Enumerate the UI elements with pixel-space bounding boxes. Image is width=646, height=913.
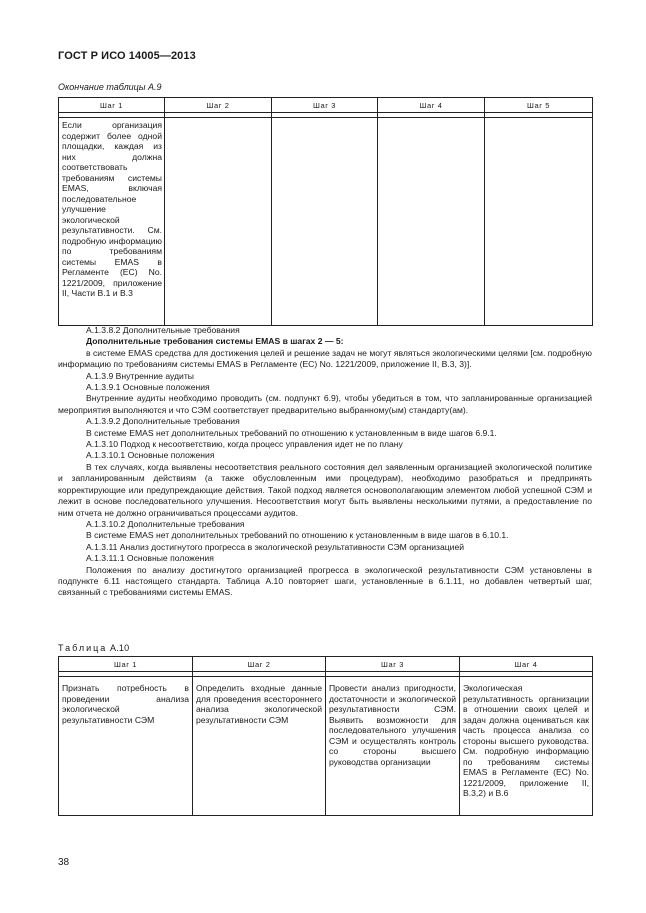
table-a9-row bbox=[59, 118, 593, 326]
body-paragraph: В системе EMAS нет дополнительных требований по отношению к установленным в виде шагов в 6.10.1. bbox=[86, 530, 509, 541]
table-a10-cell: Определить входные данные для проведения всестороннего анализа экологической результативности СЭМ bbox=[193, 677, 326, 816]
table-a10-caption bbox=[58, 643, 129, 653]
table-a10-caption-word: Таблица bbox=[58, 643, 108, 653]
table-a9-cell bbox=[378, 118, 485, 326]
table-a10-header-cell: Шаг 1 bbox=[59, 657, 193, 672]
table-a9-header-cell: Шаг 1 bbox=[59, 98, 165, 113]
table-a9-cell bbox=[485, 118, 593, 326]
body-paragraph: А.1.3.10.2 Дополнительные требования bbox=[86, 518, 245, 529]
table-a10 bbox=[58, 656, 593, 816]
table-a9-header-row bbox=[59, 98, 593, 113]
standard-header: ГОСТ Р ИСО 14005—2013 bbox=[58, 50, 196, 62]
body-paragraph: в системе EMAS средства для достижения целей и решение задач не могут являться экологическими целями [см. подробную информацию по требованиям системы EMAS в Регламенте (ЕС) No. 1221/2009, приложение II, В.3, 3)]. bbox=[58, 347, 592, 370]
table-a9-header-cell: Шаг 5 bbox=[485, 98, 593, 113]
body-paragraph: В тех случаях, когда выявлены несоответствия реального состояния дел заявленным организацией экологической политике и запланированным действиям (а также обусловленным ими процедурам), необходимо разобраться и предпринять корректирующие или предупреждающие действия. Такой подход является основополагающим элементом любой успешной СЭМ и лежит в основе последовательного улучшения. Несоответствия могут быть выявлены несколькими путями, а предоставление по ним отчета не должно ограничиваться процессами аудитов. bbox=[58, 461, 592, 518]
table-a9-header-cell: Шаг 3 bbox=[272, 98, 378, 113]
table-a9-header-cell: Шаг 2 bbox=[165, 98, 272, 113]
table-a9-caption: Окончание таблицы А.9 bbox=[58, 82, 162, 92]
table-a10-cell: Экологическая результативность организации в отношении своих целей и задач должна оцениваться как часть процесса анализа со стороны высшего руководства. См. подробную информацию по требованиям системы EMAS в Регламенте (ЕС) No. 1221/2009, приложение II, В.3,2) и В.6 bbox=[460, 677, 593, 816]
table-a10-header-cell: Шаг 2 bbox=[193, 657, 326, 672]
body-paragraph: А.1.3.10.1 Основные положения bbox=[86, 450, 215, 461]
body-paragraph: А.1.3.8.2 Дополнительные требования bbox=[86, 325, 240, 335]
table-a9-header-cell: Шаг 4 bbox=[378, 98, 485, 113]
table-a9-cell bbox=[165, 118, 272, 326]
table-a9 bbox=[58, 97, 593, 326]
body-paragraph: А.1.3.9 Внутренние аудиты bbox=[86, 370, 194, 381]
table-a10-cell: Признать потребность в проведении анализа экологической результативности СЭМ bbox=[59, 677, 193, 816]
table-a10-caption-number: А.10 bbox=[110, 643, 130, 653]
body-paragraph: Внутренние аудиты необходимо проводить (см. подпункт 6.9), чтобы убедиться в том, что запланированные организацией мероприятия выполняются и что СЭМ соответствует предварительно выбранному(ым) стандарту(ам). bbox=[58, 393, 592, 415]
body-text bbox=[58, 325, 592, 599]
body-paragraph: А.1.3.10 Подход к несоответствию, когда процесс управления идет не по плану bbox=[86, 439, 403, 450]
table-a10-row bbox=[59, 677, 593, 816]
body-paragraph: Дополнительные требования системы EMAS в шагах 2 — 5: bbox=[86, 336, 344, 347]
body-paragraph: А.1.3.9.1 Основные положения bbox=[86, 382, 210, 393]
table-a10-cell: Провести анализ пригодности, достаточности и экологической результативности СЭМ. Выявить возможности для последовательного улучшения СЭМ и осуществлять контроль со стороны высшего руководства организации bbox=[326, 677, 460, 816]
table-a10-header-cell: Шаг 3 bbox=[326, 657, 460, 672]
body-paragraph: А.1.3.11 Анализ достигнутого прогресса в экологической результативности СЭМ организацией bbox=[86, 541, 465, 552]
table-a9-cell: Если организация содержит более одной площадки, каждая из них должна соответствовать требованиям системы EMAS, включая последовательное улучшение экологической результативности. См. подробную информацию по требованиям системы EMAS в Регламенте (ЕС) No. 1221/2009, приложение II, Части В.1 и В.3 bbox=[59, 118, 165, 326]
table-a10-header-row bbox=[59, 657, 593, 672]
page-number: 38 bbox=[58, 857, 70, 868]
body-paragraph: В системе EMAS нет дополнительных требований по отношению к установленным в виде шагов 6.9.1. bbox=[86, 427, 497, 438]
body-paragraph: А.1.3.11.1 Основные положения bbox=[86, 553, 214, 564]
table-a9-cell bbox=[272, 118, 378, 326]
table-a10-header-cell: Шаг 4 bbox=[460, 657, 593, 672]
body-paragraph: А.1.3.9.2 Дополнительные требования bbox=[86, 416, 240, 427]
body-paragraph: Положения по анализу достигнутого организацией прогресса в экологической результативности СЭМ установлены в подпункте 6.11 настоящего стандарта. Таблица А.10 повторяет шаги, установленные в 6.1.11, но добавлен четвертый шаг, связанный с требованиями системы EMAS. bbox=[58, 564, 592, 598]
